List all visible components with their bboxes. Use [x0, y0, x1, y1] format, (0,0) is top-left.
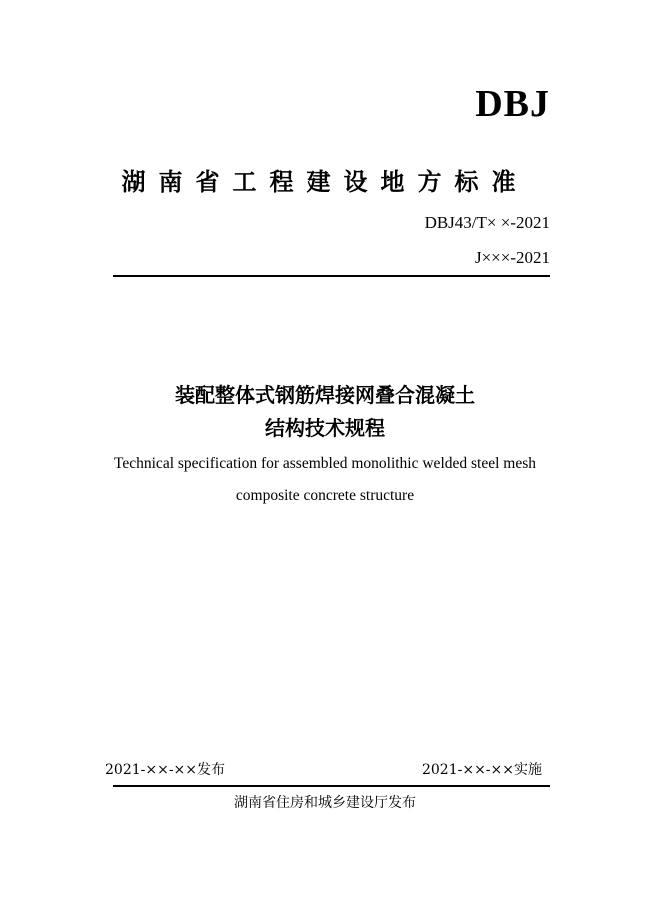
title-en-line2: composite concrete structure	[235, 487, 415, 504]
publisher: 湖南省住房和城乡建设厅发布	[234, 795, 416, 811]
standard-category-heading: 湖南省工程建设地方标准	[121, 167, 529, 196]
record-code: J×××-2021	[474, 248, 550, 267]
title-cn-line1: 装配整体式钢筋焊接网叠合混凝土	[175, 383, 475, 407]
implement-date: 2021-××-××实施	[421, 762, 542, 778]
standard-code: DBJ43/T× ×-2021	[424, 213, 550, 232]
title-cn-line2: 结构技术规程	[265, 416, 385, 440]
issue-date: 2021-××-××发布	[105, 762, 226, 778]
bottom-divider	[113, 785, 550, 787]
series-mark: DBJ	[475, 83, 550, 125]
top-divider	[113, 275, 550, 277]
title-en-line1: Technical specification for assembled monolithic welded steel mesh	[113, 455, 536, 472]
